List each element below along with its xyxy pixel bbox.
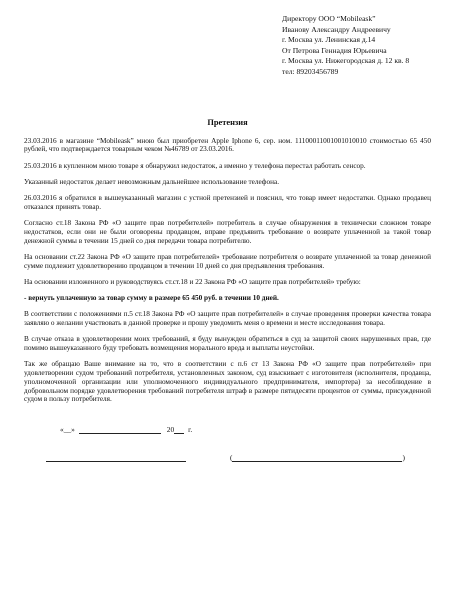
paragraph-penalty: Так же обращаю Ваше внимание на то, что в соответствии с п.6 ст 13 Закона РФ «О защите прав потребителей» при удовлетворении судом требований потребителя, установленных законом, суд взыскивает с изготовителя (исполнителя, продавца, уполномоченной организации или уполномоченного индивидуального предпринимателя, импортера) за несоблюдение в добровольном порядке удовлетворения требований потребителя штраф в размере пятидесяти процентов от суммы, присужденной судом в пользу потребителя. [24, 359, 431, 404]
date-month-line [79, 424, 161, 434]
signature-block [24, 420, 431, 462]
date-day-field: «__» [60, 425, 75, 435]
paragraph-purchase: 23.03.2016 в магазине “Mobileask” мною был приобретен Apple Iphone 6, сер. ном. 11100011001001010010 стоимостью 65 450 рублей, что подтверждается товарным чеком №46789 от 23.03.2016. [24, 136, 431, 154]
document-title: Претензия [207, 117, 248, 127]
date-year-line [174, 424, 184, 434]
paragraph-demand-intro: На основании изложенного и руководствуясь ст.ст.18 и 22 Закона РФ «О защите прав потребителей» требую: [24, 277, 361, 286]
paragraph-article-22: На основании ст.22 Закона РФ «О защите прав потребителей» требование потребителя о возврате уплаченной за товар денежной сумме подлежит удовлетворению продавцом в течении 10 дней со дня предъявления требования. [24, 252, 431, 270]
signature-open-paren: ( [230, 453, 233, 463]
signature-close-paren: ) [402, 453, 405, 463]
addressee-block [282, 14, 431, 78]
sender-line-1: От Петрова Геннадия Юрьевича [282, 45, 387, 55]
paragraph-impossible-use: Указанный недостаток делает невозможным дальнейшее использование телефона. [24, 177, 280, 186]
name-decoding-line [232, 452, 405, 463]
paragraph-defect: 25.03.2016 в купленном мною товаре я обнаружил недостаток, а именно у телефона перестал работать сенсор. [24, 161, 366, 170]
sender-line-2: г. Москва ул. Нижегородская д. 12 кв. 8 [282, 56, 410, 66]
sender-phone: тел: 89203456789 [282, 66, 339, 76]
demand-statement: - вернуть уплаченную за товар сумму в размере 65 450 руб. в течении 10 дней. [24, 293, 279, 302]
paragraph-court-warning: В случае отказа в удовлетворении моих требований, я буду вынужден обратиться в суд за защитой своих нарушенных прав, где помимо вышеуказанного буду требовать возмещения морального вреда и выплаты неустойки. [24, 334, 431, 352]
paragraph-article-18: Согласно ст.18 Закона РФ «О защите прав потребителей» потребитель в случае обнаружения в технически сложном товаре недостатков, если они не были оговорены продавцом, вправе предъявить требование о возврате уплаченной за такой товар денежной суммы в течении 15 дней со дня передачи товара потребителю. [24, 218, 431, 245]
paragraph-quality-check: В соответствии с положениями п.5 ст.18 Закона РФ «О защите прав потребителей» в случае проведения проверки качества товара заявляю о желании участвовать в данной проверке и прошу уведомить меня о времени и месте исследования товара. [24, 309, 431, 327]
signature-row [24, 448, 431, 462]
addressee-line-1: Директору ООО “Mobileask” [282, 14, 376, 23]
addressee-line-2: Иванову Александру Андреевичу [282, 24, 391, 34]
paragraph-oral-claim: 26.03.2016 я обратился в вышеуказанный магазин с устной претензией и пояснил, что товар имеет недостатки. Однако продавец отказался принять товар. [24, 193, 431, 211]
addressee-line-3: г. Москва ул. Ленинская д.14 [282, 35, 376, 45]
date-year-suffix: г. [188, 425, 193, 435]
date-year: 20 [166, 425, 175, 435]
signature-line [46, 452, 186, 462]
date-row [24, 420, 431, 434]
